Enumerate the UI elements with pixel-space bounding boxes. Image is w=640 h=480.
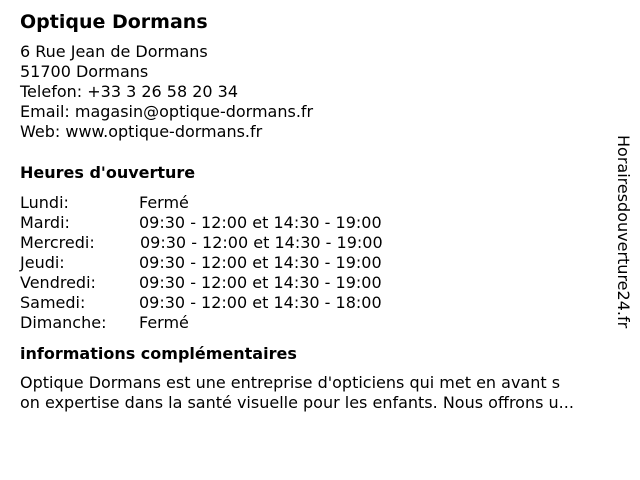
day-label: Mercredi: xyxy=(20,233,95,252)
hours-row-saturday xyxy=(20,293,620,313)
store-card xyxy=(20,10,620,413)
day-label: Lundi: xyxy=(20,193,69,212)
hours-row-friday xyxy=(20,273,620,293)
day-label: Samedi: xyxy=(20,293,86,312)
info-line-1: Optique Dormans est une entreprise d'opticiens qui met en avant s xyxy=(20,373,561,392)
store-name: Optique Dormans xyxy=(20,11,208,33)
day-hours: 09:30 - 12:00 et 14:30 - 19:00 xyxy=(139,273,382,292)
hours-row-thursday xyxy=(20,253,620,273)
day-hours: 09:30 - 12:00 et 14:30 - 19:00 xyxy=(139,253,382,272)
day-label: Dimanche: xyxy=(20,313,107,332)
hours-row-tuesday xyxy=(20,213,620,233)
email-line: Email: magasin@optique-dormans.fr xyxy=(20,102,314,121)
opening-hours-table xyxy=(20,193,620,333)
phone-line: Telefon: +33 3 26 58 20 34 xyxy=(20,82,239,101)
additional-info-heading: informations complémentaires xyxy=(20,344,297,363)
day-hours: 09:30 - 12:00 et 14:30 - 19:00 xyxy=(140,233,383,252)
day-hours: 09:30 - 12:00 et 14:30 - 18:00 xyxy=(139,293,382,312)
day-hours: Fermé xyxy=(139,313,189,332)
hours-row-sunday xyxy=(20,313,620,333)
day-label: Jeudi: xyxy=(20,253,65,272)
site-watermark: Horairesdouverture24.fr xyxy=(614,135,633,329)
day-hours: Fermé xyxy=(139,193,189,212)
day-label: Mardi: xyxy=(20,213,70,232)
info-line-2: on expertise dans la santé visuelle pour les enfants. Nous offrons u... xyxy=(20,393,574,412)
website-line: Web: www.optique-dormans.fr xyxy=(20,122,263,141)
contact-block xyxy=(20,42,620,142)
hours-row-wednesday xyxy=(20,233,620,253)
address-street: 6 Rue Jean de Dormans xyxy=(20,42,208,61)
address-city: 51700 Dormans xyxy=(20,62,149,81)
hours-row-monday xyxy=(20,193,620,213)
opening-hours-heading: Heures d'ouverture xyxy=(20,163,196,182)
additional-info-text xyxy=(20,373,630,413)
day-label: Vendredi: xyxy=(20,273,96,292)
day-hours: 09:30 - 12:00 et 14:30 - 19:00 xyxy=(139,213,382,232)
